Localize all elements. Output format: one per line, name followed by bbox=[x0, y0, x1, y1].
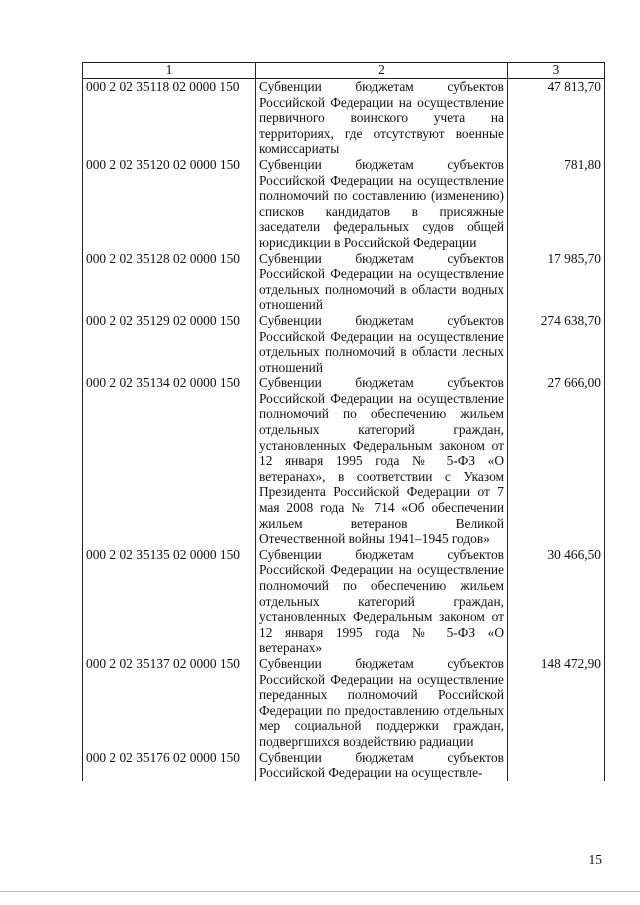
budget-code: 000 2 02 35134 02 0000 150 bbox=[83, 375, 256, 547]
table-row bbox=[83, 547, 605, 656]
table-row bbox=[83, 750, 605, 781]
table-row bbox=[83, 656, 605, 750]
table-row bbox=[83, 79, 605, 157]
page-bottom-divider bbox=[0, 891, 640, 892]
budget-amount: 781,80 bbox=[508, 157, 605, 251]
budget-amount: 27 666,00 bbox=[508, 375, 605, 547]
budget-description: Субвенции бюджетам субъектов Российской Федерации на осуществление отдельных полномочий в области водных отношений bbox=[256, 251, 508, 313]
budget-description: Субвенции бюджетам субъектов Российской Федерации на осуществление переданных полномочий Российской Федерации по предоставлению отдельных мер социальной поддержки граждан, подвергшихся воздействию радиации bbox=[256, 656, 508, 750]
budget-code: 000 2 02 35128 02 0000 150 bbox=[83, 251, 256, 313]
table-header-row bbox=[83, 63, 605, 79]
budget-description: Субвенции бюджетам субъектов Российской Федерации на осуществление первичного воинского учета на территориях, где отсутствуют военные комиссариаты bbox=[256, 79, 508, 157]
budget-code: 000 2 02 35120 02 0000 150 bbox=[83, 157, 256, 251]
budget-amount: 274 638,70 bbox=[508, 313, 605, 375]
budget-description: Субвенции бюджетам субъектов Российской Федерации на осуществление отдельных полномочий в области лесных отношений bbox=[256, 313, 508, 375]
budget-description: Субвенции бюджетам субъектов Российской Федерации на осуществление полномочий по обеспечению жильем отдельных категорий граждан, установленных Федеральным законом от 12 января 1995 года № 5-ФЗ «О ветеранах» bbox=[256, 547, 508, 656]
page-number: 15 bbox=[588, 852, 602, 867]
column-header: 2 bbox=[256, 63, 508, 79]
budget-code: 000 2 02 35176 02 0000 150 bbox=[83, 750, 256, 781]
table-row bbox=[83, 375, 605, 547]
budget-amount: 30 466,50 bbox=[508, 547, 605, 656]
budget-amount: 47 813,70 bbox=[508, 79, 605, 157]
budget-code: 000 2 02 35129 02 0000 150 bbox=[83, 313, 256, 375]
table-row bbox=[83, 157, 605, 251]
budget-description: Субвенции бюджетам субъектов Российской Федерации на осуществление полномочий по обеспечению жильем отдельных категорий граждан, установленных Федеральным законом от 12 января 1995 года № 5-ФЗ «О ветеранах», в соответствии с Указом Президента Российской Федерации от 7 мая 2008 года № 714 «Об обеспечении жильем ветеранов Великой Отечественной войны 1941–1945 годов» bbox=[256, 375, 508, 547]
column-header: 1 bbox=[83, 63, 256, 79]
table-row bbox=[83, 251, 605, 313]
budget-code: 000 2 02 35135 02 0000 150 bbox=[83, 547, 256, 656]
budget-code: 000 2 02 35118 02 0000 150 bbox=[83, 79, 256, 157]
budget-amount: 17 985,70 bbox=[508, 251, 605, 313]
budget-description: Субвенции бюджетам субъектов Российской Федерации на осуществление полномочий по составлению (изменению) списков кандидатов в присяжные заседатели федеральных судов общей юрисдикции в Российской Федерации bbox=[256, 157, 508, 251]
budget-description: Субвенции бюджетам субъектов Российской Федерации на осуществле- bbox=[256, 750, 508, 781]
budget-amount: 148 472,90 bbox=[508, 656, 605, 750]
budget-table bbox=[82, 62, 605, 781]
column-header: 3 bbox=[508, 63, 605, 79]
document-page bbox=[82, 62, 602, 781]
table-row bbox=[83, 313, 605, 375]
budget-code: 000 2 02 35137 02 0000 150 bbox=[83, 656, 256, 750]
budget-amount bbox=[508, 750, 605, 781]
